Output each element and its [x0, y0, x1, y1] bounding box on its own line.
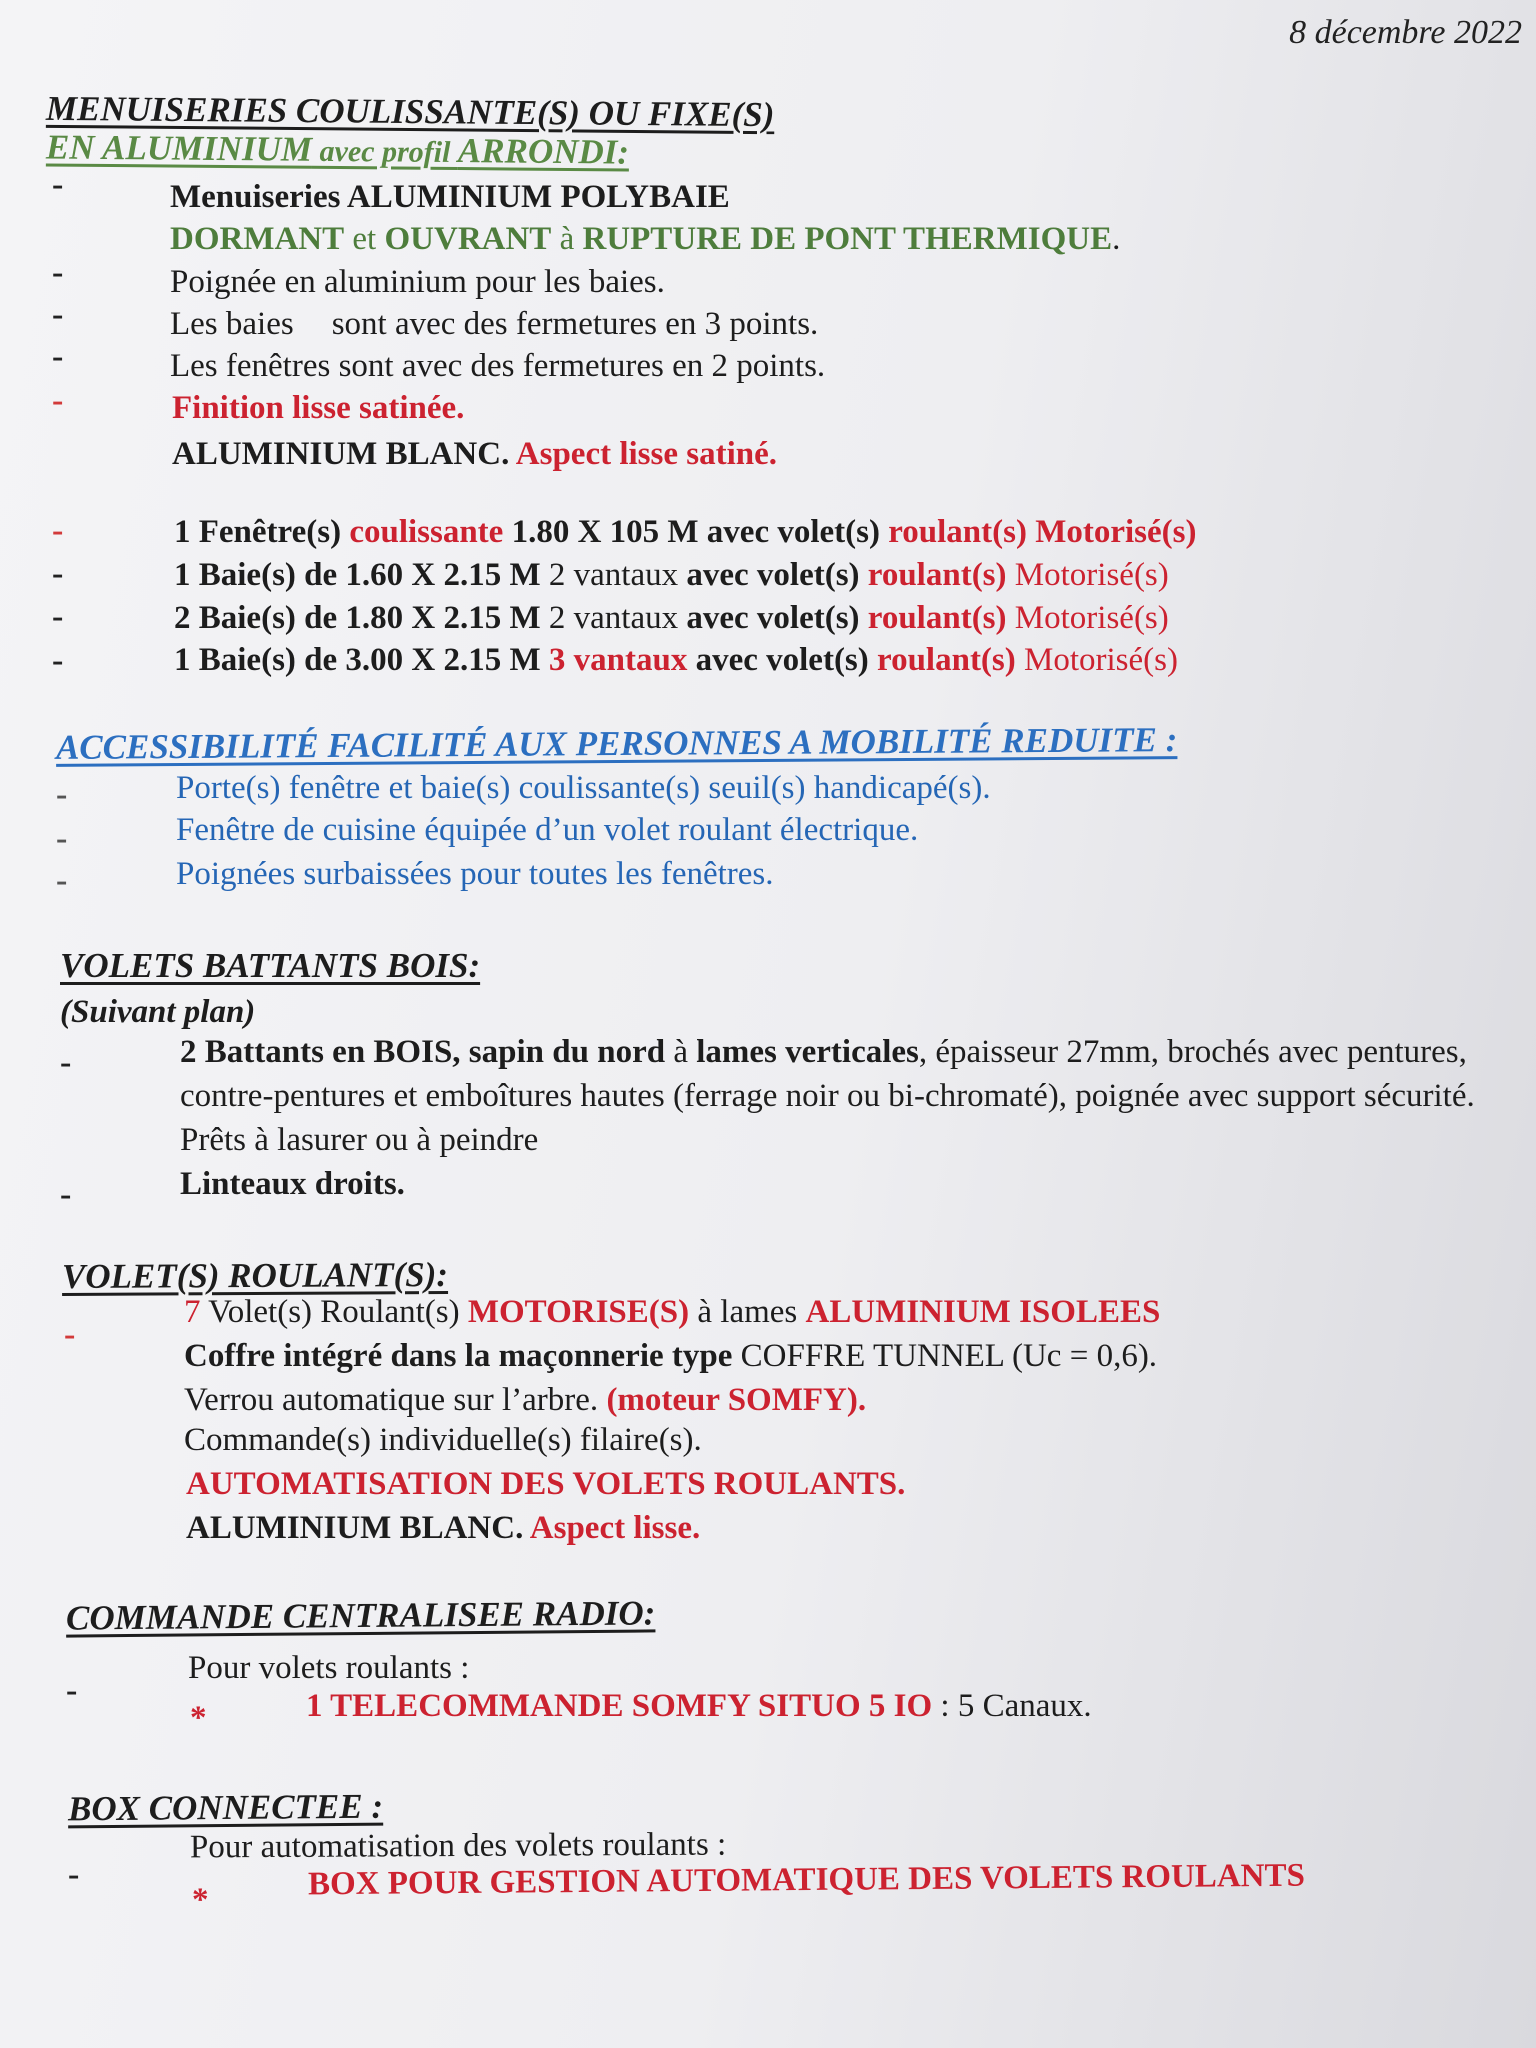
text-span: Motorisé(s)	[1006, 600, 1169, 636]
item-line	[174, 640, 1178, 680]
text-line: AUTOMATISATION DES VOLETS ROULANTS.	[186, 1466, 906, 1502]
text-span: COFFRE TUNNEL (Uc = 0,6).	[732, 1338, 1158, 1374]
text-span: lames verticales	[696, 1034, 919, 1070]
text-span: à	[551, 221, 583, 257]
text-span: coulissante	[349, 514, 504, 550]
text-span: Aspect lisse.	[523, 1510, 701, 1546]
bullet-dash: -	[56, 820, 68, 857]
section-title-box: BOX CONNECTEE :	[67, 1786, 384, 1829]
section-subtitle-aluminium	[46, 127, 629, 174]
text-span: Aspect lisse satiné.	[509, 436, 778, 472]
text-span: (moteur SOMFY).	[606, 1382, 867, 1418]
text-line: Pour automatisation des volets roulants :	[189, 1826, 727, 1866]
text-span: 3 vantaux	[548, 642, 688, 678]
text-span: 2 vantaux	[548, 600, 679, 636]
text-span: roulant(s)	[867, 557, 1007, 593]
bullet-dash: -	[52, 555, 64, 592]
text-line: Commande(s) individuelle(s) filaire(s).	[184, 1422, 702, 1458]
subtitle-part: avec profil	[311, 134, 459, 170]
text-span: Motorisé(s)	[1015, 642, 1178, 678]
text-span: et	[344, 221, 385, 257]
text-span: 1 Baie(s) de 3.00 X 2.15 M	[174, 642, 549, 678]
text-span: ALUMINIUM BLANC.	[186, 1510, 524, 1546]
section-title-accessibilite: ACCESSIBILITÉ FACILITÉ AUX PERSONNES A MOBILITÉ REDUITE :	[55, 720, 1178, 767]
subtitle-part: EN ALUMINIUM	[45, 127, 313, 169]
text-span: 1 Baie(s) de 1.60 X 2.15 M	[174, 557, 549, 593]
bullet-dash: -	[56, 776, 68, 813]
section-title-commande: COMMANDE CENTRALISEE RADIO:	[65, 1593, 656, 1638]
text-line: BOX POUR GESTION AUTOMATIQUE DES VOLETS ROULANTS	[307, 1857, 1306, 1903]
bullet-dash: -	[60, 1176, 72, 1213]
item-line	[174, 512, 1196, 552]
text-line	[184, 1336, 1157, 1376]
text-line	[186, 1508, 700, 1548]
text-span: roulant(s) Motorisé(s)	[888, 514, 1197, 550]
text-span: à	[665, 1034, 697, 1070]
document-date: 8 décembre 2022	[1289, 14, 1522, 51]
subtitle-part: ARRONDI:	[457, 131, 630, 172]
bullet-dash: -	[52, 296, 64, 333]
text-span: avec volet(s)	[687, 642, 878, 678]
text-span: avec volet(s)	[678, 600, 868, 636]
text-span: ALUMINIUM BLANC.	[172, 436, 510, 472]
text-span: Coffre intégré dans la maçonnerie type	[184, 1338, 733, 1374]
text-span: , épaisseur 27mm, brochés avec pentures, contre-pentures et emboîtures hautes (ferrage noir ou bi-chromaté), poignée avec support sécurité. Prêts à lasurer ou à peindre	[180, 1034, 1475, 1158]
text-line	[170, 219, 1120, 259]
text-line: Finition lisse satinée.	[172, 390, 465, 426]
star-bullet: *	[192, 1882, 209, 1918]
text-span: MOTORISE(S)	[467, 1294, 690, 1330]
text-span: 2 Baie(s) de 1.80 X 2.15 M	[174, 600, 549, 636]
text-line: Menuiseries ALUMINIUM POLYBAIE	[170, 179, 730, 215]
text-span: OUVRANT	[384, 221, 552, 257]
bullet-dash: -	[68, 1856, 80, 1893]
text-span: sont avec des fermetures en 3 points.	[331, 306, 819, 342]
text-line	[170, 304, 818, 344]
text-paragraph	[180, 1030, 1536, 1162]
bullet-dash: -	[52, 338, 64, 375]
section-title-volets-bois: VOLETS BATTANTS BOIS:	[60, 946, 481, 985]
text-span: roulant(s)	[877, 642, 1016, 678]
bullet-dash: -	[56, 862, 68, 899]
item-line	[174, 598, 1169, 638]
text-span: 7	[184, 1294, 201, 1330]
text-span: 2 Battants en BOIS, sapin du nord	[180, 1034, 666, 1070]
text-span: RUPTURE DE PONT THERMIQUE	[582, 221, 1113, 257]
star-bullet: *	[190, 1700, 207, 1736]
text-line: Linteaux droits.	[180, 1166, 405, 1202]
text-line	[172, 434, 777, 474]
text-line: Les fenêtres sont avec des fermetures en 2 points.	[170, 348, 826, 384]
bullet-dash: -	[52, 512, 64, 549]
bullet-dash: -	[52, 382, 64, 419]
bullet-dash: -	[52, 642, 64, 679]
section-title-volets-roulants: VOLET(S) ROULANT(S):	[61, 1254, 449, 1297]
text-span: 1 TELECOMMANDE SOMFY SITUO 5 IO	[306, 1688, 933, 1724]
bullet-dash: -	[64, 1316, 76, 1353]
bullet-dash: -	[60, 1044, 72, 1081]
text-line	[306, 1686, 1092, 1726]
bullet-dash: -	[52, 166, 64, 203]
text-span: Verrou automatique sur l’arbre.	[184, 1382, 607, 1418]
text-span: roulant(s)	[867, 600, 1007, 636]
text-line: Porte(s) fenêtre et baie(s) coulissante(s) seuil(s) handicapé(s).	[176, 770, 991, 806]
text-span: 1.80 X 105 M avec volet(s)	[503, 514, 889, 550]
section-subtitle-plan: (Suivant plan)	[60, 994, 256, 1030]
text-span: Les baies	[170, 306, 294, 342]
text-span: Volet(s) Roulant(s)	[200, 1294, 468, 1330]
text-span: ALUMINIUM ISOLEES	[805, 1294, 1161, 1330]
text-span: 2 vantaux	[548, 557, 679, 593]
text-line	[184, 1380, 866, 1420]
text-line: Pour volets roulants :	[188, 1650, 470, 1686]
text-span: avec volet(s)	[678, 557, 868, 593]
text-span: Motorisé(s)	[1006, 557, 1169, 593]
bullet-dash: -	[52, 598, 64, 635]
item-line	[174, 555, 1169, 595]
text-span: à lames	[689, 1294, 806, 1330]
text-line	[184, 1292, 1160, 1332]
text-span: 1 Fenêtre(s)	[174, 514, 350, 550]
text-line: Poignées surbaissées pour toutes les fenêtres.	[176, 856, 774, 892]
text-span: DORMANT	[170, 221, 345, 257]
bullet-dash: -	[66, 1672, 78, 1709]
bullet-dash: -	[52, 254, 64, 291]
section-title-menuiseries: MENUISERIES COULISSANTE(S) OU FIXE(S)	[45, 88, 775, 135]
text-line: Fenêtre de cuisine équipée d’un volet roulant électrique.	[176, 812, 919, 848]
text-line: Poignée en aluminium pour les baies.	[170, 264, 665, 300]
text-span: .	[1112, 221, 1121, 257]
text-span: : 5 Canaux.	[932, 1688, 1092, 1724]
